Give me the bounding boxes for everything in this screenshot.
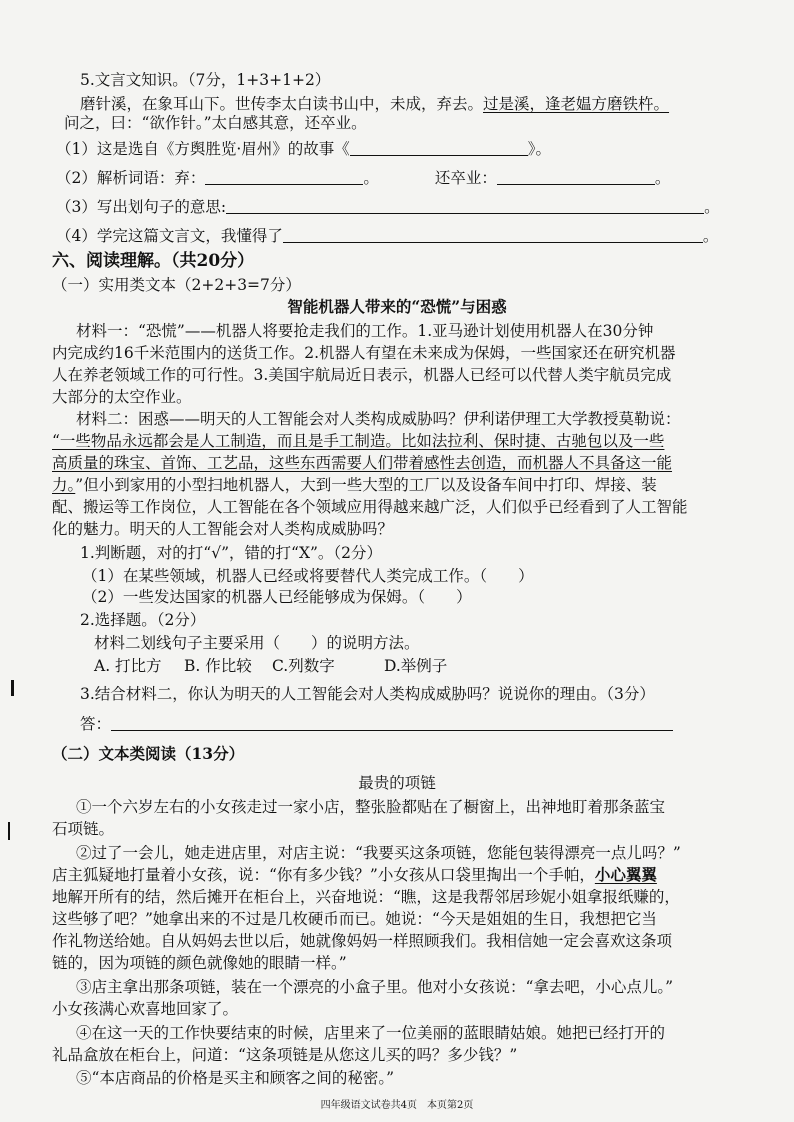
question-1-item-2[interactable]: （2）一些发达国家的机器人已经能够成为保姆。（ ）	[82, 588, 472, 606]
question-1-item-1[interactable]: （1）在某些领域，机器人已经或将要替代人类完成工作。（ ）	[82, 567, 534, 585]
story-p4-line-2: 礼品盒放在柜台上，问道：“这条项链是从您这儿买的吗？多少钱？”	[52, 1046, 518, 1064]
q5-passage-line-2: 问之，曰：“欲作针。”太白感其意，还卒业。	[64, 114, 367, 132]
q5-sub-4: （4）学完这篇文言文，我懂得了 。	[56, 227, 719, 245]
question-2: 2.选择题。（2分）	[80, 611, 206, 629]
option-d[interactable]: D.举例子	[384, 657, 448, 675]
option-a[interactable]: A. 打比方	[94, 657, 162, 675]
story-p5-line-1: ⑤“本店商品的价格是买主和顾客之间的秘密。”	[76, 1069, 395, 1087]
question-1: 1.判断题，对的打“√”，错的打“X”。（2分）	[80, 544, 383, 562]
q5-title: 5.文言文知识。（7分，1+3+1+2）	[80, 71, 331, 89]
section-6-title: 六、阅读理解。（共20分）	[52, 251, 255, 271]
story-p2-line-6: 链的，因为项链的颜色就像她的眼睛一样。”	[52, 954, 347, 972]
material-1-line-4: 大部分的太空作业。	[52, 388, 192, 406]
story-p1-line-2: 石项链。	[52, 820, 115, 838]
material-2-line-3: 高质量的珠宝、首饰、工艺品，这些东西需要人们带着感性去创造，而机器人不具备这一能	[52, 454, 673, 472]
story-p2-line-4: 这些够了吧？”她拿出来的不过是几枚硬币而已。她说：“今天是姐姐的生日，我想把它当	[52, 910, 657, 928]
answer-blank-1[interactable]	[350, 139, 528, 156]
q5-sub-1: （1）这是选自《方舆胜览·眉州》的故事《 》。	[56, 140, 552, 158]
question-2-stem[interactable]: 材料二划线句子主要采用（ ）的说明方法。	[94, 634, 420, 652]
answer-blank-4[interactable]	[283, 226, 703, 243]
underlined-word: 小心翼翼	[594, 865, 657, 884]
story-p3-line-2: 小女孩满心欢喜地回家了。	[52, 1000, 239, 1018]
q5-passage-line-1: 磨针溪，在象耳山下。世传李太白读书山中，未成，弃去。过是溪，逢老媪方磨铁杵。	[80, 95, 670, 113]
answer-blank-2a[interactable]	[205, 168, 363, 185]
answer-blank-3[interactable]	[226, 197, 704, 214]
story-p2-line-2: 店主狐疑地打量着小女孩，说：“你有多少钱？”小女孩从口袋里掏出一个手帕，小心翼翼	[52, 865, 657, 884]
material-2-line-1: 材料二：困惑——明天的人工智能会对人类构成威胁吗？伊利诺伊理工大学教授莫勒说：	[76, 410, 681, 428]
story-title: 最贵的项链	[358, 774, 436, 792]
story-p4-line-1: ④在这一天的工作快要结束的时候，店里来了一位美丽的蓝眼睛姑娘。她把已经打开的	[76, 1024, 666, 1042]
story-p3-line-1: ③店主拿出那条项链，装在一个漂亮的小盒子里。他对小女孩说：“拿去吧，小心点儿。”	[76, 978, 674, 996]
question-3: 3.结合材料二，你认为明天的人工智能会对人类构成威胁吗？说说你的理由。（3分）	[80, 685, 655, 703]
material-2-line-5: 配、搬运等工作岗位，人工智能在各个领域应用得越来越广泛，人们似乎已经看到了人工智能	[52, 498, 688, 516]
material-2-line-4: 力。”但小到家用的小型扫地机器人，大到一些大型的工厂以及设备车间中打印、焊接、装	[52, 476, 657, 494]
article-title: 智能机器人带来的“恐慌”与困惑	[287, 297, 507, 316]
part-2-heading: （二）文本类阅读（13分）	[52, 744, 245, 763]
story-p2-line-5: 作礼物送给她。自从妈妈去世以后，她就像妈妈一样照顾我们。我相信她一定会喜欢这条项	[52, 932, 673, 950]
underlined-sentence: 过是溪，逢老媪方磨铁杵。	[483, 95, 670, 113]
scan-mark	[11, 680, 14, 696]
material-1-line-2: 内完成约16千米范围内的送货工作。2.机器人有望在未来成为保姆，一些国家还在研究机器	[52, 344, 676, 362]
question-3-answer: 答：	[80, 714, 673, 734]
story-p2-line-1: ②过了一会儿，她走进店里，对店主说：“我要买这条项链，您能包装得漂亮一点儿吗？”	[76, 844, 681, 862]
scan-mark-2	[8, 822, 10, 840]
material-2-line-2: “一些物品永远都会是人工制造，而且是手工制造。比如法拉利、保时捷、古驰包以及一些	[52, 432, 665, 450]
part-1-heading: （一）实用类文本（2+2+3=7分）	[52, 276, 301, 294]
q5-sub-2: （2）解析词语：弃： 。 还卒业： 。	[56, 169, 671, 187]
option-b[interactable]: B. 作比较	[184, 657, 252, 675]
material-1-line-1: 材料一：“恐慌”——机器人将要抢走我们的工作。1.亚马逊计划使用机器人在30分钟	[76, 322, 654, 340]
story-p1-line-1: ①一个六岁左右的小女孩走过一家小店，整张脸都贴在了橱窗上，出神地盯着那条蓝宝	[76, 798, 666, 816]
material-2-line-6: 化的魅力。明天的人工智能会对人类构成威胁吗？	[52, 520, 394, 538]
material-1-line-3: 人在养老领域工作的可行性。3.美国宇航局近日表示，机器人已经可以代替人类宇航员完成	[52, 366, 672, 384]
page-footer: 四年级语文试卷共4页 本页第2页	[320, 1100, 474, 1111]
q5-sub-3: （3）写出划句子的意思: 。	[56, 198, 720, 216]
story-p2-line-3: 地解开所有的结，然后摊开在柜台上，兴奋地说：“瞧，这是我帮邻居珍妮小姐拿报纸赚的，	[52, 888, 680, 906]
question-2-options	[94, 656, 447, 676]
answer-line[interactable]	[111, 714, 673, 731]
answer-blank-2b[interactable]	[497, 168, 655, 185]
option-c[interactable]: C.列数字	[272, 657, 335, 675]
